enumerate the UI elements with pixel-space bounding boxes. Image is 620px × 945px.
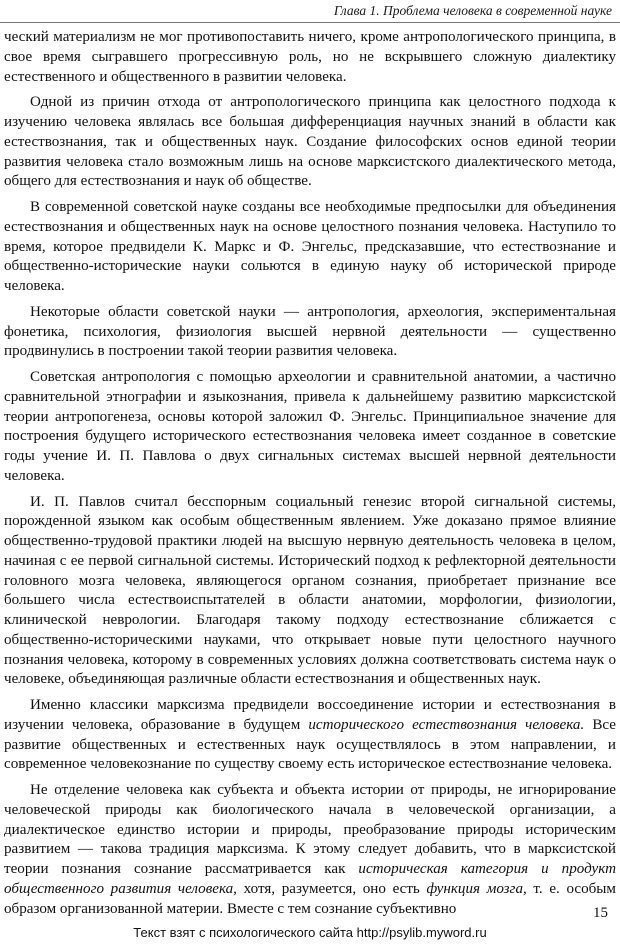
paragraph-7-emphasis-1: исторического естествознания человека. <box>308 716 585 733</box>
paragraph-8 <box>4 781 616 919</box>
header-rule <box>0 22 620 23</box>
paragraph-1: ческий материализм не мог противопоставить ничего, кроме антропологического принципа, в свое время сыгравшего прогрессивную роль, но не вскрывшего сложную диалектику естественного и общественного в развитии человека. <box>4 29 616 85</box>
paragraph-8-text-1: Не отделение человека как субъекта и объекта истории от природы, не игнорирование человеческой природы как биологического начала в человеческой организации, а диалектическое единство истории и природы, преобразование природы историческим развитием — такова традиция марксизма. К этому следует добавить, что в марксистской теории познания сознание рассматривается как <box>4 782 616 877</box>
paragraph-4: Некоторые области советской науки — антропология, археология, экспериментальная фонетика, психология, физиология высшей нервной деятельности — существенно продвинулись в построении такой теории развития человека. <box>4 303 616 360</box>
body-text <box>4 28 616 925</box>
footer-source-note: Текст взят с психологического сайта http://psylib.myword.ru <box>133 925 487 940</box>
paragraph-8-emphasis-1: историческая категория и продукт общественного развития человека, <box>4 861 616 897</box>
paragraph-6: И. П. Павлов считал бесспорным социальный генезис второй сигнальной системы, порожденной языком как особым общественным явлением. Уже доказано прямое влияние общественно-трудовой практики людей на высшую нервную деятельность человека в целом, начиная с ее первой сигнальной системы. Исторический подход к рефлекторной деятельности головного мозга человека, являющегося органом сознания, приобретает признание все большего числа естествоиспытателей в области анатомии, морфологии, физиологии, клинической неврологии. Благодаря такому подходу естествознание сближается с общественно-историческими науками, что открывает новые пути целостного научного познания человека, которому в современных условиях должна соответствовать система наук о человеке, объединяющая различные области естествознания и общественных наук. <box>4 493 616 688</box>
paragraph-5: Советская антропология с помощью археологии и сравнительной анатомии, а частично сравнительной этнографии и языкознания, привела к дальнейшему развитию марксистской теории антропогенеза, основы которой заложил Ф. Энгельс. Принципиальное значение для построения будущего исторического естествознания человека имеет созданное в советские годы учение И. П. Павлова о двух сигнальных системах высшей нервной деятельности человека. <box>4 369 616 484</box>
paragraph-7-text-1: Именно классики марксизма предвидели воссоединение истории и естествознания в изучении человека, образование в будущем <box>4 697 616 733</box>
paragraph-8-text-2: хотя, разумеется, оно есть <box>236 880 427 897</box>
paragraph-7-text-2: Все развитие общественных и естественных наук осуществлялось в этом направлении, и современное человекознание по существу своему есть историческое естествознание человека. <box>4 716 616 773</box>
paragraph-2: Одной из причин отхода от антропологического принципа как целостного подхода к изучению человека являлась все большая дифференциация научных знаний в области как естествознания, так и общественных наук. Создание философских основ единой теории развития человека стало возможным лишь на основе марксистского диалектического метода, общего для естествознания и наук об обществе. <box>4 94 616 190</box>
page-number: 15 <box>593 905 608 921</box>
paragraph-7 <box>4 696 616 775</box>
paragraph-3: В современной советской науке созданы все необходимые предпосылки для объединения естествознания и общественных наук на основе целостного познания человека. Наступило то время, которое предвидели К. Маркс и Ф. Энгельс, предсказавшие, что естествознание и общественно-исторические науки сольются в единую науку об исторической природе человека. <box>4 199 616 294</box>
paragraph-8-text-3: т. е. особым образом организованной материи. Вместе с тем сознание субъективно <box>4 880 616 917</box>
running-head: Глава 1. Проблема человека в современной науке <box>333 3 612 18</box>
paragraph-8-emphasis-2: функция мозга, <box>426 880 527 897</box>
